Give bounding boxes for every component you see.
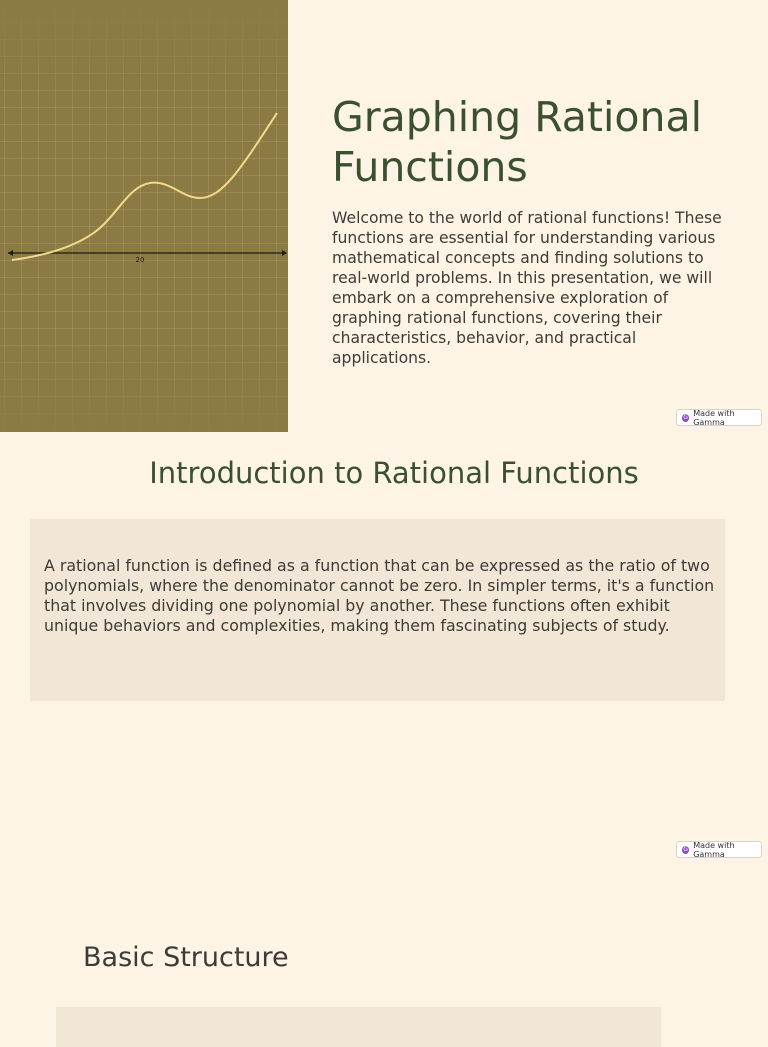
page-title: Graphing Rational Functions — [332, 93, 702, 191]
graph-curve-image — [0, 0, 288, 432]
gamma-logo-icon: G — [683, 845, 688, 853]
definition-card — [30, 519, 725, 701]
made-with-gamma-badge[interactable] — [676, 409, 762, 426]
graph-illustration — [0, 0, 288, 432]
gamma-logo-icon: G — [683, 413, 688, 421]
badge-label: Made with Gamma — [693, 408, 735, 427]
section-title: Introduction to Rational Functions — [149, 456, 639, 490]
intro-paragraph: Welcome to the world of rational functions! These functions are essential for understanding various mathematical concepts and finding solutions to real-world problems. In this presentation, we will embark on a comprehensive exploration of graphing rational functions, covering their characteristics, behavior, and practical applications. — [332, 209, 722, 367]
badge-label: Made with Gamma — [693, 840, 735, 859]
axis-tick-label: 20 — [135, 256, 145, 264]
slide-title — [0, 0, 768, 432]
definition-text: A rational function is defined as a function that can be expressed as the ratio of two polynomials, where the denominator cannot be zero. In simpler terms, it's a function that involves dividing one polynomial by another. These functions often exhibit unique behaviors and complexities, making them fascinating subjects of study. — [44, 556, 715, 635]
made-with-gamma-badge[interactable] — [676, 841, 762, 858]
section-title: Basic Structure — [83, 942, 289, 973]
content-card — [56, 1007, 661, 1047]
